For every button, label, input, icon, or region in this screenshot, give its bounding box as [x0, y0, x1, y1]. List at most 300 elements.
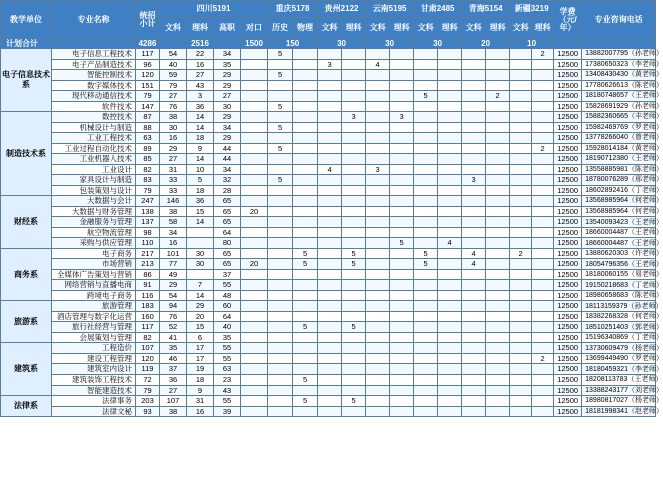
- major-name: 旅游管理: [52, 301, 136, 312]
- table-body: [1, 49, 663, 417]
- quota-cell: 16: [160, 133, 187, 144]
- quota-cell: [510, 269, 532, 280]
- table-row: [1, 406, 656, 417]
- quota-cell: [462, 374, 486, 385]
- quota-cell: [366, 154, 390, 165]
- header-subcategory: 理科: [187, 18, 214, 39]
- tuition-fee: 12500: [554, 122, 582, 133]
- quota-cell: 38: [160, 406, 187, 417]
- quota-cell: [462, 154, 486, 165]
- quota-cell: 15: [187, 206, 214, 217]
- quota-cell: [342, 133, 366, 144]
- quota-cell: [486, 143, 510, 154]
- quota-cell: [486, 364, 510, 375]
- quota-cell: [241, 311, 268, 322]
- quota-cell: 54: [160, 49, 187, 60]
- quota-cell: 16: [187, 59, 214, 70]
- quota-cell: [366, 217, 390, 228]
- tuition-fee: 12500: [554, 185, 582, 196]
- header-province: 贵州2122: [318, 1, 366, 18]
- quota-cell: [532, 311, 554, 322]
- quota-cell: 18: [187, 374, 214, 385]
- quota-cell: [318, 385, 342, 396]
- quota-cell: 146: [160, 196, 187, 207]
- major-total: 91: [136, 280, 160, 291]
- quota-cell: [414, 322, 438, 333]
- contact-phone: 18980817027（杨老师）: [582, 396, 656, 407]
- plan-value: 20: [462, 39, 510, 49]
- quota-cell: 30: [187, 259, 214, 270]
- quota-cell: [510, 101, 532, 112]
- quota-cell: [532, 185, 554, 196]
- quota-cell: [268, 206, 293, 217]
- quota-cell: 5: [342, 248, 366, 259]
- header-major: 专业名称: [52, 1, 136, 39]
- header-subcategory: 文科: [414, 18, 438, 39]
- quota-cell: [486, 227, 510, 238]
- contact-phone: 13699449490（罗老师）: [582, 353, 656, 364]
- quota-cell: [414, 59, 438, 70]
- quota-cell: [318, 112, 342, 123]
- major-total: 88: [136, 122, 160, 133]
- quota-cell: 65: [214, 248, 241, 259]
- quota-cell: [366, 301, 390, 312]
- table-row: [1, 91, 656, 102]
- quota-cell: [438, 143, 462, 154]
- quota-cell: [318, 406, 342, 417]
- quota-cell: [462, 406, 486, 417]
- quota-cell: [438, 185, 462, 196]
- contact-phone: 15828691929（孙老师）: [582, 101, 656, 112]
- quota-cell: [438, 217, 462, 228]
- major-name: 工业过程自动化技术: [52, 143, 136, 154]
- quota-cell: 44: [214, 143, 241, 154]
- quota-cell: [486, 154, 510, 165]
- quota-cell: 46: [160, 353, 187, 364]
- quota-cell: [318, 259, 342, 270]
- quota-cell: [532, 70, 554, 81]
- quota-cell: [462, 217, 486, 228]
- major-total: 98: [136, 227, 160, 238]
- quota-cell: [318, 311, 342, 322]
- tuition-fee: 12500: [554, 49, 582, 60]
- quota-cell: [293, 217, 318, 228]
- tuition-fee: 12500: [554, 301, 582, 312]
- table-row: [1, 332, 656, 343]
- quota-cell: [462, 227, 486, 238]
- quota-cell: [293, 353, 318, 364]
- quota-cell: [532, 364, 554, 375]
- quota-cell: [366, 101, 390, 112]
- major-total: 82: [136, 332, 160, 343]
- quota-cell: [318, 374, 342, 385]
- major-name: 数控技术: [52, 112, 136, 123]
- table-row: [1, 301, 656, 312]
- quota-cell: [510, 364, 532, 375]
- quota-cell: [187, 238, 214, 249]
- quota-cell: [414, 269, 438, 280]
- quota-cell: 20: [241, 206, 268, 217]
- contact-phone: 18180459321（李老师）: [582, 364, 656, 375]
- major-total: 117: [136, 49, 160, 60]
- tuition-fee: 12500: [554, 59, 582, 70]
- quota-cell: 5: [293, 259, 318, 270]
- quota-cell: 5: [342, 396, 366, 407]
- major-total: 138: [136, 206, 160, 217]
- quota-cell: [532, 238, 554, 249]
- quota-cell: [342, 385, 366, 396]
- quota-cell: [342, 290, 366, 301]
- quota-cell: [318, 80, 342, 91]
- major-total: 86: [136, 269, 160, 280]
- quota-cell: 4: [462, 259, 486, 270]
- quota-cell: [318, 154, 342, 165]
- contact-phone: 18208113783（王老师）: [582, 374, 656, 385]
- quota-cell: [510, 196, 532, 207]
- quota-cell: 3: [366, 164, 390, 175]
- quota-cell: [438, 311, 462, 322]
- quota-cell: 9: [187, 385, 214, 396]
- quota-cell: [462, 80, 486, 91]
- quota-cell: 22: [187, 49, 214, 60]
- quota-cell: [510, 164, 532, 175]
- quota-cell: [293, 101, 318, 112]
- quota-cell: [510, 406, 532, 417]
- quota-cell: 29: [214, 80, 241, 91]
- major-name: 会展策划与管理: [52, 332, 136, 343]
- quota-cell: [390, 332, 414, 343]
- quota-cell: [390, 280, 414, 291]
- quota-cell: [438, 406, 462, 417]
- quota-cell: [366, 196, 390, 207]
- tuition-fee: 12500: [554, 112, 582, 123]
- quota-cell: [510, 301, 532, 312]
- quota-cell: [510, 70, 532, 81]
- quota-cell: 37: [214, 269, 241, 280]
- quota-cell: [462, 101, 486, 112]
- department-name: 建筑系: [1, 343, 52, 396]
- quota-cell: [241, 80, 268, 91]
- table-row: [1, 185, 656, 196]
- contact-phone: 18780076289（邢老师）: [582, 175, 656, 186]
- quota-cell: [366, 374, 390, 385]
- quota-cell: [268, 280, 293, 291]
- quota-cell: 34: [214, 164, 241, 175]
- quota-cell: [462, 322, 486, 333]
- header-phone: 专业咨询电话: [582, 1, 656, 39]
- quota-cell: 77: [160, 259, 187, 270]
- quota-cell: [486, 290, 510, 301]
- quota-cell: [438, 59, 462, 70]
- quota-cell: 35: [214, 59, 241, 70]
- quota-cell: [241, 122, 268, 133]
- quota-cell: [293, 91, 318, 102]
- quota-cell: 64: [214, 311, 241, 322]
- quota-cell: [366, 91, 390, 102]
- tuition-fee: 12500: [554, 311, 582, 322]
- quota-cell: 31: [160, 164, 187, 175]
- quota-cell: [462, 396, 486, 407]
- quota-cell: [438, 396, 462, 407]
- quota-cell: [366, 133, 390, 144]
- quota-cell: [390, 259, 414, 270]
- quota-cell: [241, 154, 268, 165]
- quota-cell: [510, 112, 532, 123]
- quota-cell: 23: [214, 374, 241, 385]
- quota-cell: [532, 196, 554, 207]
- quota-cell: 34: [214, 49, 241, 60]
- quota-cell: [241, 406, 268, 417]
- quota-cell: 54: [160, 290, 187, 301]
- quota-cell: 15: [187, 322, 214, 333]
- quota-cell: [510, 259, 532, 270]
- quota-cell: [342, 227, 366, 238]
- quota-cell: 5: [187, 175, 214, 186]
- contact-phone: 13880620303（许老师）: [582, 248, 656, 259]
- quota-cell: 4: [438, 238, 462, 249]
- quota-cell: [268, 259, 293, 270]
- major-name: 智能建造技术: [52, 385, 136, 396]
- quota-cell: [510, 206, 532, 217]
- quota-cell: [462, 206, 486, 217]
- quota-cell: [293, 343, 318, 354]
- quota-cell: [532, 164, 554, 175]
- department-name: 旅游系: [1, 301, 52, 343]
- quota-cell: 43: [214, 385, 241, 396]
- tuition-fee: 12500: [554, 280, 582, 291]
- quota-cell: [438, 280, 462, 291]
- table-row: [1, 248, 656, 259]
- header-subcategory: 物理: [293, 18, 318, 39]
- quota-cell: [318, 227, 342, 238]
- quota-cell: [510, 353, 532, 364]
- quota-cell: [241, 217, 268, 228]
- quota-cell: 36: [160, 374, 187, 385]
- quota-cell: 94: [160, 301, 187, 312]
- quota-cell: 2: [532, 49, 554, 60]
- quota-cell: [414, 133, 438, 144]
- quota-cell: [342, 217, 366, 228]
- quota-cell: [510, 374, 532, 385]
- quota-cell: 5: [414, 91, 438, 102]
- quota-cell: 16: [160, 238, 187, 249]
- quota-cell: [318, 101, 342, 112]
- quota-cell: [414, 122, 438, 133]
- department-name: 电子信息技术系: [1, 49, 52, 112]
- quota-cell: [486, 238, 510, 249]
- quota-cell: [510, 175, 532, 186]
- header-subcategory: 对口: [241, 18, 268, 39]
- tuition-fee: 12500: [554, 322, 582, 333]
- quota-cell: [414, 101, 438, 112]
- quota-cell: [318, 143, 342, 154]
- quota-cell: [268, 248, 293, 259]
- quota-cell: 65: [214, 259, 241, 270]
- quota-cell: [390, 364, 414, 375]
- plan-value: 30: [366, 39, 414, 49]
- quota-cell: 5: [342, 322, 366, 333]
- contact-phone: 18660004487（王老师）: [582, 238, 656, 249]
- quota-cell: [438, 112, 462, 123]
- quota-cell: [510, 59, 532, 70]
- quota-cell: [241, 101, 268, 112]
- quota-cell: [486, 374, 510, 385]
- quota-cell: [241, 343, 268, 354]
- table-row: [1, 374, 656, 385]
- quota-cell: [532, 91, 554, 102]
- major-total: 247: [136, 196, 160, 207]
- quota-cell: [293, 290, 318, 301]
- plan-value: 150: [268, 39, 318, 49]
- quota-cell: [293, 385, 318, 396]
- quota-cell: 55: [214, 353, 241, 364]
- quota-cell: [366, 122, 390, 133]
- quota-cell: [318, 364, 342, 375]
- quota-cell: 5: [268, 122, 293, 133]
- major-total: 119: [136, 364, 160, 375]
- quota-cell: [342, 332, 366, 343]
- quota-cell: 5: [268, 101, 293, 112]
- quota-cell: 9: [187, 143, 214, 154]
- quota-cell: [414, 343, 438, 354]
- quota-cell: [486, 175, 510, 186]
- tuition-fee: 12500: [554, 238, 582, 249]
- quota-cell: [268, 164, 293, 175]
- quota-cell: [414, 112, 438, 123]
- major-name: 法律事务: [52, 396, 136, 407]
- major-name: 大数据与会计: [52, 196, 136, 207]
- quota-cell: [462, 49, 486, 60]
- quota-cell: [268, 91, 293, 102]
- plan-label: 计划合计: [1, 39, 136, 49]
- quota-cell: [438, 385, 462, 396]
- quota-cell: [486, 396, 510, 407]
- quota-cell: [318, 91, 342, 102]
- quota-cell: [342, 301, 366, 312]
- table-row: [1, 353, 656, 364]
- major-name: 全媒体广告策划与营销: [52, 269, 136, 280]
- tuition-fee: 12500: [554, 217, 582, 228]
- header-fee: 学费 （元/年）: [554, 1, 582, 39]
- quota-cell: [414, 143, 438, 154]
- quota-cell: 29: [160, 280, 187, 291]
- quota-cell: [414, 185, 438, 196]
- quota-cell: [438, 353, 462, 364]
- quota-cell: 5: [268, 70, 293, 81]
- quota-cell: 3: [462, 175, 486, 186]
- quota-cell: [293, 80, 318, 91]
- quota-cell: [510, 322, 532, 333]
- quota-cell: 5: [268, 143, 293, 154]
- quota-cell: 55: [214, 396, 241, 407]
- quota-cell: [318, 70, 342, 81]
- quota-cell: 55: [214, 343, 241, 354]
- quota-cell: [241, 374, 268, 385]
- quota-cell: [486, 269, 510, 280]
- header-province: 重庆5178: [268, 1, 318, 18]
- quota-cell: [462, 269, 486, 280]
- quota-cell: [438, 122, 462, 133]
- major-name: 机械设计与制造: [52, 122, 136, 133]
- table-row: [1, 206, 656, 217]
- quota-cell: 5: [414, 248, 438, 259]
- quota-cell: [486, 248, 510, 259]
- plan-value: 2516: [160, 39, 241, 49]
- quota-cell: [366, 227, 390, 238]
- table-row: [1, 217, 656, 228]
- table-row: [1, 59, 656, 70]
- quota-cell: [438, 70, 462, 81]
- quota-cell: [486, 406, 510, 417]
- department-name: 法律系: [1, 396, 52, 417]
- quota-cell: [462, 343, 486, 354]
- major-name: 软件技术: [52, 101, 136, 112]
- quota-cell: 5: [268, 175, 293, 186]
- quota-cell: [390, 217, 414, 228]
- quota-cell: [414, 154, 438, 165]
- quota-cell: [268, 185, 293, 196]
- contact-phone: 13540093423（王老师）: [582, 217, 656, 228]
- quota-cell: [390, 227, 414, 238]
- quota-cell: 17: [187, 353, 214, 364]
- quota-cell: [241, 112, 268, 123]
- quota-cell: 4: [462, 248, 486, 259]
- quota-cell: [366, 353, 390, 364]
- quota-cell: 27: [160, 154, 187, 165]
- quota-cell: [438, 101, 462, 112]
- quota-cell: [390, 133, 414, 144]
- contact-phone: 18510251403（郭老师）: [582, 322, 656, 333]
- contact-phone: 15882360665（丰老师）: [582, 112, 656, 123]
- quota-cell: [462, 332, 486, 343]
- quota-cell: 6: [187, 332, 214, 343]
- quota-cell: [241, 196, 268, 207]
- quota-cell: [268, 374, 293, 385]
- quota-cell: [510, 343, 532, 354]
- quota-cell: [414, 80, 438, 91]
- header-province: 四川5191: [160, 1, 268, 18]
- quota-cell: 5: [342, 259, 366, 270]
- quota-cell: [390, 343, 414, 354]
- quota-cell: 16: [187, 406, 214, 417]
- quota-cell: 33: [160, 175, 187, 186]
- major-name: 大数据与财务管理: [52, 206, 136, 217]
- quota-cell: 20: [187, 311, 214, 322]
- table-row: [1, 154, 656, 165]
- quota-cell: 5: [414, 259, 438, 270]
- quota-cell: [532, 385, 554, 396]
- quota-cell: [318, 353, 342, 364]
- quota-cell: 18: [187, 133, 214, 144]
- major-total: 72: [136, 374, 160, 385]
- quota-cell: [366, 259, 390, 270]
- tuition-fee: 12500: [554, 343, 582, 354]
- quota-cell: [486, 385, 510, 396]
- quota-cell: 5: [293, 374, 318, 385]
- quota-cell: 58: [160, 217, 187, 228]
- major-name: 酒店管理与数字化运营: [52, 311, 136, 322]
- major-name: 法律文秘: [52, 406, 136, 417]
- quota-cell: [293, 70, 318, 81]
- contact-phone: 18181998341（赵老师）: [582, 406, 656, 417]
- quota-cell: [510, 238, 532, 249]
- quota-cell: [366, 332, 390, 343]
- quota-cell: [486, 280, 510, 291]
- quota-cell: 80: [214, 238, 241, 249]
- quota-cell: [366, 248, 390, 259]
- quota-cell: [268, 385, 293, 396]
- major-total: 203: [136, 396, 160, 407]
